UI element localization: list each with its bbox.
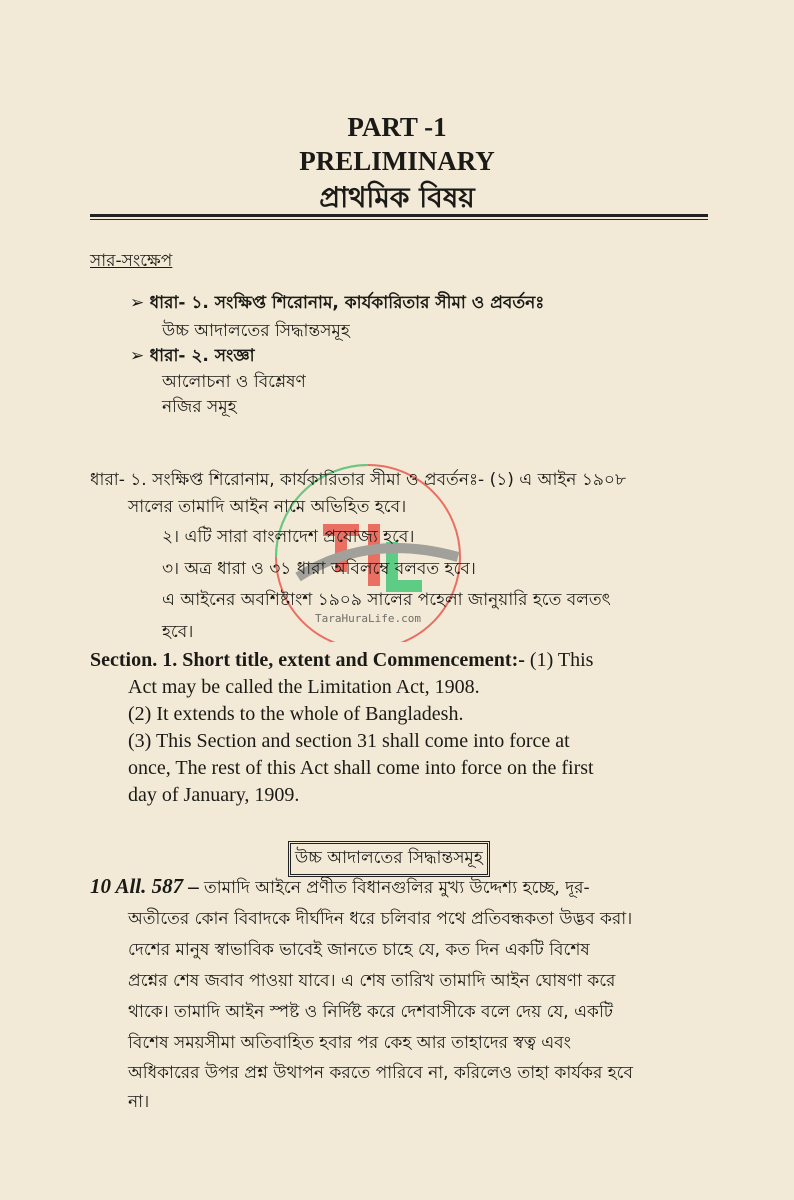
summary-sub: আলোচনা ও বিশ্লেষণ bbox=[162, 372, 306, 392]
section-en-line: once, The rest of this Act shall come into force on the first bbox=[128, 757, 594, 779]
part-heading: PART -1 bbox=[347, 112, 447, 142]
section-en-heading: Section. 1. Short title, extent and Commencement:- bbox=[90, 649, 525, 671]
decision-text: তামাদি আইনে প্রণীত বিধানগুলির মুখ্য উদ্দেশ্য হচ্ছে, দূর- bbox=[204, 878, 590, 898]
section-en-line: (3) This Section and section 31 shall come into force at bbox=[128, 730, 570, 752]
section-bn-line: হবে। bbox=[162, 622, 194, 642]
section-bn-line: এ আইনের অবশিষ্টাংশ ১৯০৯ সালের পহেলা জানুয়ারি হতে বলতৎ bbox=[162, 590, 611, 610]
section-bn-line: সালের তামাদি আইন নামে অভিহিত হবে। bbox=[128, 497, 407, 517]
decisions-box-title: উচ্চ আদালতের সিদ্ধান্তসমূহ bbox=[288, 841, 490, 877]
decision-line: থাকে। তামাদি আইন স্পষ্ট ও নির্দিষ্ট করে দেশবাসীকে বলে দেয় যে, একটি bbox=[128, 1002, 614, 1022]
summary-item-title: ধারা- ২. সংজ্ঞা bbox=[149, 346, 255, 366]
title-english: PRELIMINARY bbox=[299, 146, 495, 176]
section-en-line-1 bbox=[90, 649, 593, 672]
decision-line: দেশের মানুষ স্বাভাবিক ভাবেই জানতে চাহে যে, কত দিন একটি বিশেষ bbox=[128, 940, 590, 960]
citation: 10 All. 587 – bbox=[90, 874, 199, 898]
summary-sub: উচ্চ আদালতের সিদ্ধান্তসমূহ bbox=[162, 321, 350, 341]
title-bengali: প্রাথমিক বিষয় bbox=[319, 181, 475, 214]
section-bn-line: ধারা- ১. সংক্ষিপ্ত শিরোনাম, কার্যকারিতার সীমা ও প্রবর্তনঃ- (১) এ আইন ১৯০৮ bbox=[90, 470, 626, 490]
arrow-bullet-icon: ➢ bbox=[130, 293, 150, 313]
decision-line: অধিকারের উপর প্রশ্ন উথাপন করতে পারিবে না, করিলেও তাহা কার্যকর হবে bbox=[128, 1063, 633, 1083]
summary-item-title: ধারা- ১. সংক্ষিপ্ত শিরোনাম, কার্যকারিতার সীমা ও প্রবর্তনঃ bbox=[149, 293, 545, 313]
arrow-bullet-icon: ➢ bbox=[130, 346, 150, 366]
section-en-text: (1) This bbox=[524, 649, 594, 671]
decision-line: বিশেষ সময়সীমা অতিবাহিত হবার পর কেহ আর তাহাদের স্বত্ব এবং bbox=[128, 1033, 571, 1053]
decision-line: না। bbox=[128, 1092, 150, 1112]
decision-line-1 bbox=[90, 874, 590, 903]
watermark-site: TaraHuraLife.com bbox=[315, 612, 421, 625]
section-bn-line: ২। এটি সারা বাংলাদেশ প্রযোজ্য হবে। bbox=[162, 527, 415, 547]
summary-label: সার-সংক্ষেপ bbox=[90, 251, 173, 271]
summary-item-2 bbox=[130, 343, 255, 371]
summary-item-1 bbox=[130, 290, 544, 318]
section-en-line: Act may be called the Limitation Act, 1908. bbox=[128, 676, 480, 698]
decision-line: অতীতের কোন বিবাদকে দীর্ঘদিন ধরে চলিবার পথে প্রতিবন্ধকতা উদ্ভব করা। bbox=[128, 909, 633, 929]
summary-sub: নজির সমূহ bbox=[162, 397, 237, 417]
section-en-line: (2) It extends to the whole of Bangladesh. bbox=[128, 703, 464, 725]
section-en-line: day of January, 1909. bbox=[128, 784, 300, 806]
section-bn-line: ৩। অত্র ধারা ও ৩১ ধারা অবিলম্বে বলবত হবে। bbox=[162, 559, 476, 579]
decision-line: প্রশ্নের শেষ জবাব পাওয়া যাবে। এ শেষ তারিখ তামাদি আইন ঘোষণা করে bbox=[128, 971, 616, 991]
